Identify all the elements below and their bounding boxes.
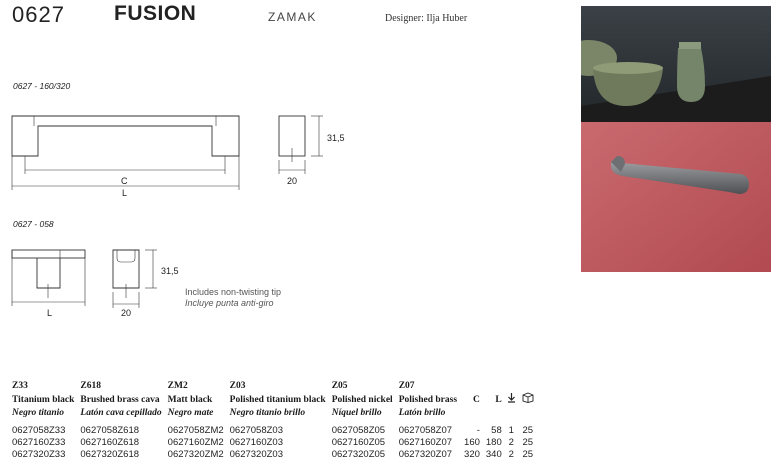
box-cell: 25 bbox=[522, 425, 534, 436]
ref-cell: 0627320ZM2 bbox=[167, 449, 224, 460]
ref-cell: 0627160Z03 bbox=[229, 437, 283, 448]
ref-cell: 0627058Z03 bbox=[229, 425, 283, 436]
screws-cell: 2 bbox=[508, 437, 514, 448]
ref-cell: 0627058Z05 bbox=[331, 425, 386, 436]
column-header-l: L bbox=[495, 394, 502, 405]
ref-cell: 0627160ZM2 bbox=[167, 437, 224, 448]
drawing-label-160-320: 0627 - 160/320 bbox=[13, 81, 71, 91]
dim-c-label: C bbox=[121, 176, 128, 186]
drawing-label-058: 0627 - 058 bbox=[13, 219, 54, 229]
dim-height-label: 31,5 bbox=[327, 133, 345, 143]
box-icon bbox=[520, 392, 538, 407]
column-header-c: C bbox=[473, 394, 480, 405]
ref-cell: 0627058Z33 bbox=[12, 425, 66, 436]
finish-code: Z33 bbox=[12, 381, 28, 391]
designer-credit: Designer: Ilja Huber bbox=[385, 13, 468, 24]
product-material: ZAMAK bbox=[268, 10, 317, 24]
product-photo bbox=[581, 6, 771, 272]
ref-cell: 0627320Z33 bbox=[12, 449, 66, 460]
dim-l-label: L bbox=[122, 188, 128, 198]
finish-code: Z03 bbox=[229, 381, 246, 391]
ref-cell: 0627160Z05 bbox=[331, 437, 386, 448]
box-cell: 25 bbox=[522, 449, 534, 460]
finish-name: Titanium black bbox=[12, 394, 75, 405]
ref-cell: 0627160Z07 bbox=[398, 437, 453, 448]
screws-cell: 1 bbox=[508, 425, 514, 436]
ref-cell: 0627058ZM2 bbox=[167, 425, 224, 436]
table-row bbox=[10, 425, 538, 437]
screws-cell: 2 bbox=[508, 449, 514, 460]
finish-name: Matt black bbox=[167, 394, 213, 405]
dim-l-label-short: L bbox=[47, 308, 53, 318]
note-spanish: Incluye punta anti-giro bbox=[185, 298, 274, 308]
dim-width-label-short: 20 bbox=[121, 308, 132, 318]
technical-drawing-long-handle bbox=[0, 100, 360, 200]
finish-name-es: Negro mate bbox=[167, 408, 214, 418]
table-row bbox=[10, 449, 538, 461]
finish-name-es: Níquel brillo bbox=[331, 408, 382, 418]
ref-cell: 0627058Z618 bbox=[80, 425, 140, 436]
ref-cell: 0627320Z05 bbox=[331, 449, 386, 460]
ref-cell: 0627320Z07 bbox=[398, 449, 453, 460]
finish-code: ZM2 bbox=[167, 381, 188, 391]
finish-name-es: Negro titanio brillo bbox=[229, 408, 306, 418]
note-english: Includes non-twisting tip bbox=[185, 287, 282, 297]
product-code: 0627 bbox=[12, 2, 65, 27]
ref-cell: 0627320Z03 bbox=[229, 449, 283, 460]
dim-height-label-short: 31,5 bbox=[161, 266, 179, 276]
finish-name: Polished nickel bbox=[331, 394, 393, 405]
product-title: FUSION bbox=[114, 2, 197, 25]
finish-name-es: Latón brillo bbox=[398, 408, 446, 418]
ref-cell: 0627320Z618 bbox=[80, 449, 140, 460]
box-cell: 25 bbox=[522, 437, 534, 448]
photo-cabinet bbox=[581, 122, 771, 272]
photo-jug bbox=[677, 48, 705, 102]
c-cell: 160 bbox=[464, 437, 480, 448]
l-cell: 180 bbox=[485, 437, 502, 448]
finish-name-es: Negro titanio bbox=[12, 408, 64, 418]
c-cell: 320 bbox=[464, 449, 480, 460]
screw-icon bbox=[505, 392, 520, 407]
table-row bbox=[10, 437, 538, 449]
finish-name: Polished titanium black bbox=[229, 394, 326, 405]
c-cell: - bbox=[476, 425, 480, 436]
finish-code: Z618 bbox=[80, 381, 101, 391]
finish-code: Z07 bbox=[398, 381, 415, 391]
l-cell: 58 bbox=[491, 425, 502, 436]
finish-name: Brushed brass cava bbox=[80, 394, 160, 405]
l-cell: 340 bbox=[485, 449, 502, 460]
reference-table bbox=[10, 380, 538, 461]
finish-name: Polished brass bbox=[398, 394, 458, 405]
ref-cell: 0627160Z618 bbox=[80, 437, 140, 448]
finish-name-es: Latón cava cepillado bbox=[80, 408, 162, 418]
finish-code: Z05 bbox=[331, 381, 348, 391]
ref-cell: 0627058Z07 bbox=[398, 425, 453, 436]
ref-cell: 0627160Z33 bbox=[12, 437, 66, 448]
dim-width-label: 20 bbox=[287, 176, 298, 186]
technical-drawing-short-handle bbox=[0, 240, 360, 320]
